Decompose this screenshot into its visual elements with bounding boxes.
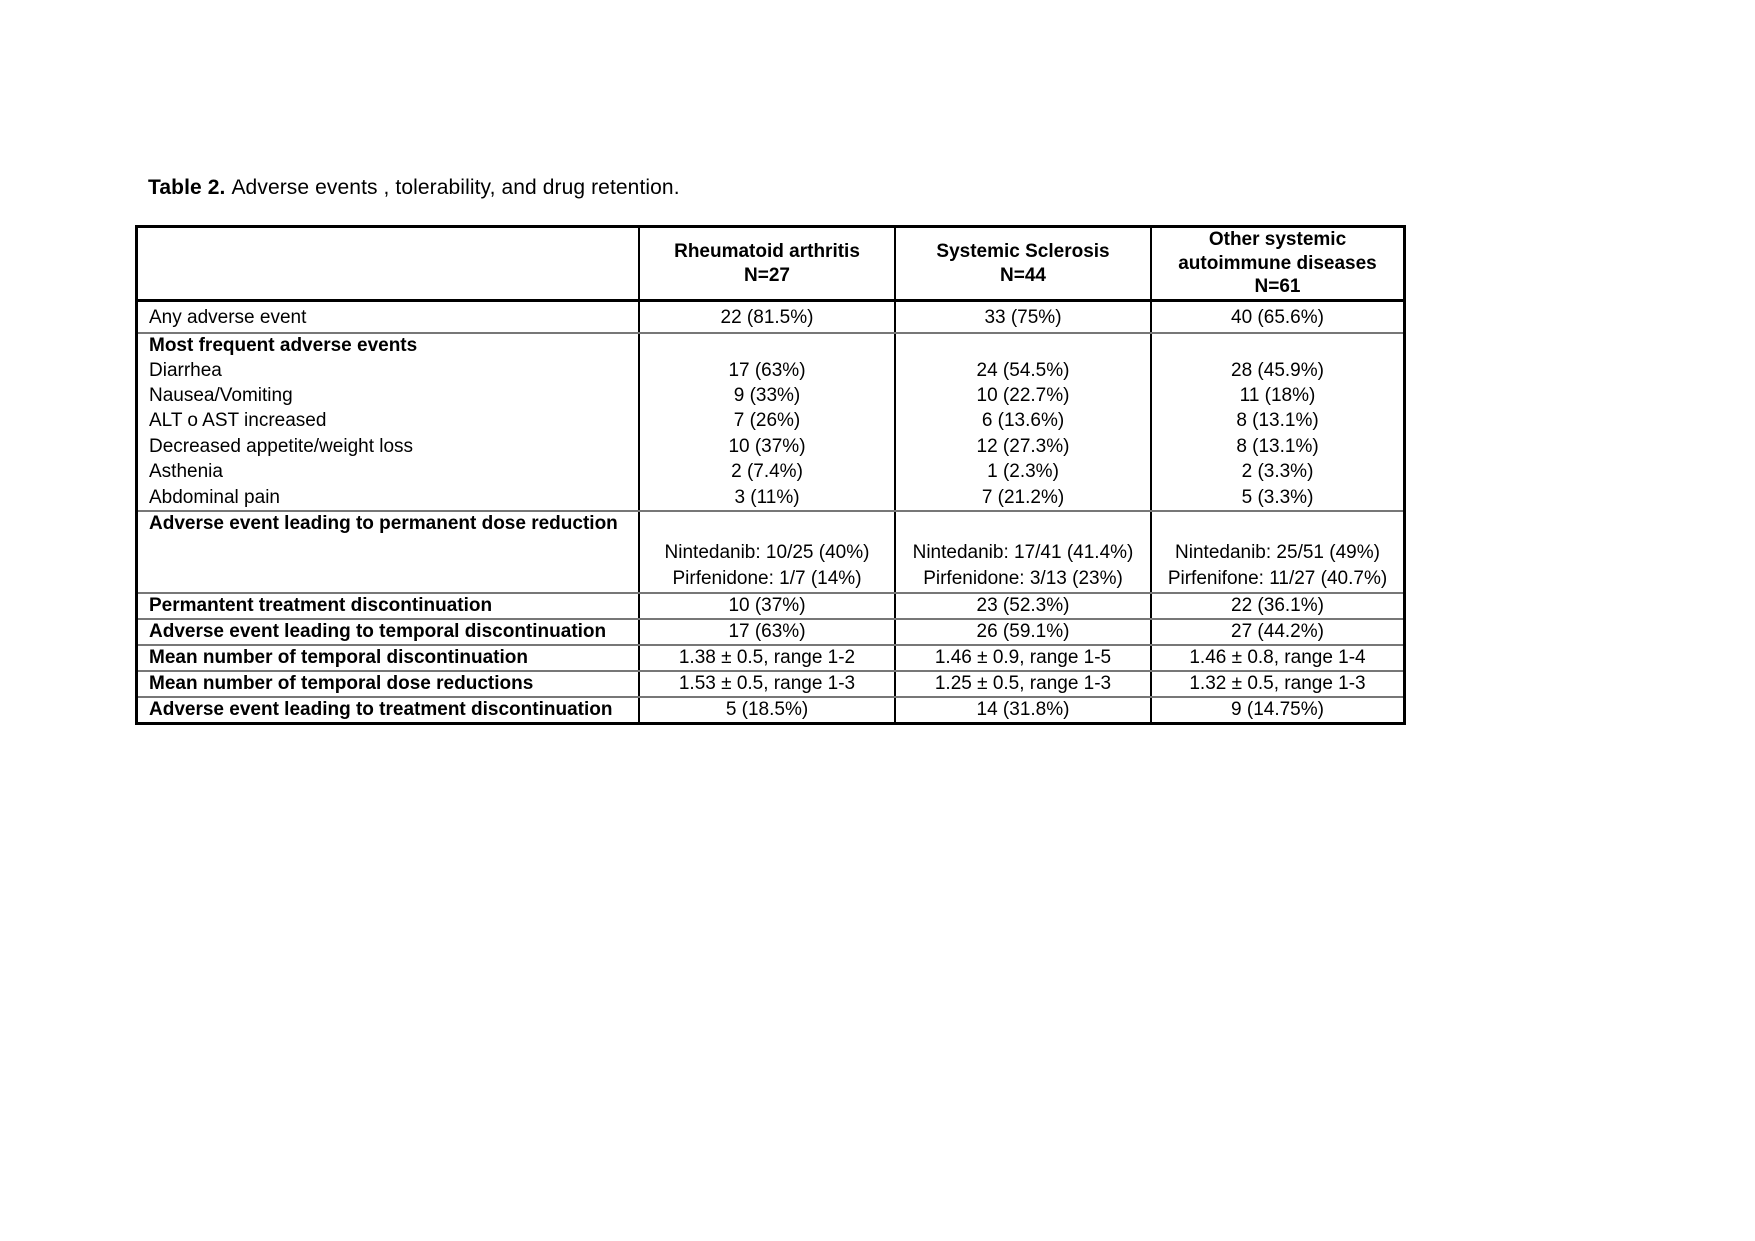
table-cell: 2 (3.3%) xyxy=(1150,459,1403,484)
table-row xyxy=(138,670,1403,696)
row-label: Adverse event leading to permanent dose reduction xyxy=(149,512,618,534)
table-row xyxy=(138,434,1403,459)
table-row xyxy=(138,566,1403,591)
row-label: Mean number of temporal discontinuation xyxy=(149,647,528,669)
table-cell xyxy=(1150,334,1403,357)
table-cell: Pirfenidone: 3/13 (23%) xyxy=(894,566,1150,591)
table-cell: 1 (2.3%) xyxy=(894,459,1150,484)
table-row xyxy=(138,510,1403,535)
table-cell: 33 (75%) xyxy=(894,302,1150,332)
table-caption xyxy=(148,176,680,200)
table-cell: 14 (31.8%) xyxy=(894,698,1150,722)
table-cell: 7 (26%) xyxy=(638,408,894,433)
table-cell: 1.46 ± 0.9, range 1-5 xyxy=(894,646,1150,670)
table-cell xyxy=(638,334,894,357)
table-cell: Nintedanib: 10/25 (40%) xyxy=(638,535,894,566)
table-cell: 23 (52.3%) xyxy=(894,594,1150,618)
table-row xyxy=(138,644,1403,670)
table-cell: 10 (37%) xyxy=(638,434,894,459)
table-cell: 1.46 ± 0.8, range 1-4 xyxy=(1150,646,1403,670)
table-cell: 5 (3.3%) xyxy=(1150,484,1403,509)
table-row xyxy=(138,459,1403,484)
table-cell: 1.53 ± 0.5, range 1-3 xyxy=(638,672,894,696)
table-cell: 6 (13.6%) xyxy=(894,408,1150,433)
table-cell: 11 (18%) xyxy=(1150,383,1403,408)
table-cell xyxy=(894,512,1150,535)
table-cell: 24 (54.5%) xyxy=(894,357,1150,382)
table-row xyxy=(138,696,1403,722)
table-row xyxy=(138,618,1403,644)
table-cell: 9 (14.75%) xyxy=(1150,698,1403,722)
table-cell: 5 (18.5%) xyxy=(638,698,894,722)
table-cell xyxy=(894,334,1150,357)
table-row xyxy=(138,484,1403,509)
table-row xyxy=(138,332,1403,357)
table-row xyxy=(138,357,1403,382)
row-label xyxy=(138,566,638,591)
table-cell: 8 (13.1%) xyxy=(1150,434,1403,459)
table-row xyxy=(138,535,1403,566)
row-label: ALT o AST increased xyxy=(149,410,327,432)
table-cell: 3 (11%) xyxy=(638,484,894,509)
table-cell: 1.25 ± 0.5, range 1-3 xyxy=(894,672,1150,696)
table-cell: 26 (59.1%) xyxy=(894,620,1150,644)
row-label: Diarrhea xyxy=(149,359,222,381)
table-header-row xyxy=(138,228,1403,302)
row-label: Mean number of temporal dose reductions xyxy=(149,673,534,695)
table-cell: 22 (36.1%) xyxy=(1150,594,1403,618)
table-cell xyxy=(1150,512,1403,535)
table-cell xyxy=(638,512,894,535)
table-body xyxy=(138,302,1403,722)
row-label xyxy=(138,535,638,566)
table-cell: 12 (27.3%) xyxy=(894,434,1150,459)
table-row xyxy=(138,302,1403,332)
table-cell: 17 (63%) xyxy=(638,620,894,644)
table-cell: 10 (22.7%) xyxy=(894,383,1150,408)
row-label: Decreased appetite/weight loss xyxy=(149,435,414,457)
row-label: Most frequent adverse events xyxy=(149,335,418,357)
column-header: Systemic Sclerosis N=44 xyxy=(894,228,1150,299)
table-cell: 1.32 ± 0.5, range 1-3 xyxy=(1150,672,1403,696)
header-cell-empty xyxy=(138,228,638,299)
table-row xyxy=(138,383,1403,408)
table-cell: 17 (63%) xyxy=(638,357,894,382)
table-cell: Nintedanib: 25/51 (49%) xyxy=(1150,535,1403,566)
table-cell: 27 (44.2%) xyxy=(1150,620,1403,644)
row-label: Adverse event leading to temporal discontinuation xyxy=(149,621,607,643)
table-cell: 1.38 ± 0.5, range 1-2 xyxy=(638,646,894,670)
table-cell: 10 (37%) xyxy=(638,594,894,618)
table-cell: 22 (81.5%) xyxy=(638,302,894,332)
table-number: Table 2. xyxy=(148,176,226,199)
table-row xyxy=(138,592,1403,618)
table-row xyxy=(138,408,1403,433)
table-cell: 28 (45.9%) xyxy=(1150,357,1403,382)
row-label: Any adverse event xyxy=(149,306,307,328)
row-label: Asthenia xyxy=(149,461,223,483)
row-label: Permantent treatment discontinuation xyxy=(149,595,493,617)
table-cell: 2 (7.4%) xyxy=(638,459,894,484)
column-header: Rheumatoid arthritis N=27 xyxy=(638,228,894,299)
row-label: Abdominal pain xyxy=(149,486,280,508)
adverse-events-table xyxy=(135,225,1406,725)
table-cell: Pirfenifone: 11/27 (40.7%) xyxy=(1150,566,1403,591)
table-cell: 9 (33%) xyxy=(638,383,894,408)
row-label: Adverse event leading to treatment discontinuation xyxy=(149,699,613,721)
column-header: Other systemic autoimmune diseases N=61 xyxy=(1150,228,1403,299)
table-cell: Pirfenidone: 1/7 (14%) xyxy=(638,566,894,591)
table-caption-text: Adverse events , tolerability, and drug retention. xyxy=(231,176,680,199)
table-cell: 8 (13.1%) xyxy=(1150,408,1403,433)
table-cell: 7 (21.2%) xyxy=(894,484,1150,509)
row-label: Nausea/Vomiting xyxy=(149,384,293,406)
table-cell: Nintedanib: 17/41 (41.4%) xyxy=(894,535,1150,566)
table-cell: 40 (65.6%) xyxy=(1150,302,1403,332)
